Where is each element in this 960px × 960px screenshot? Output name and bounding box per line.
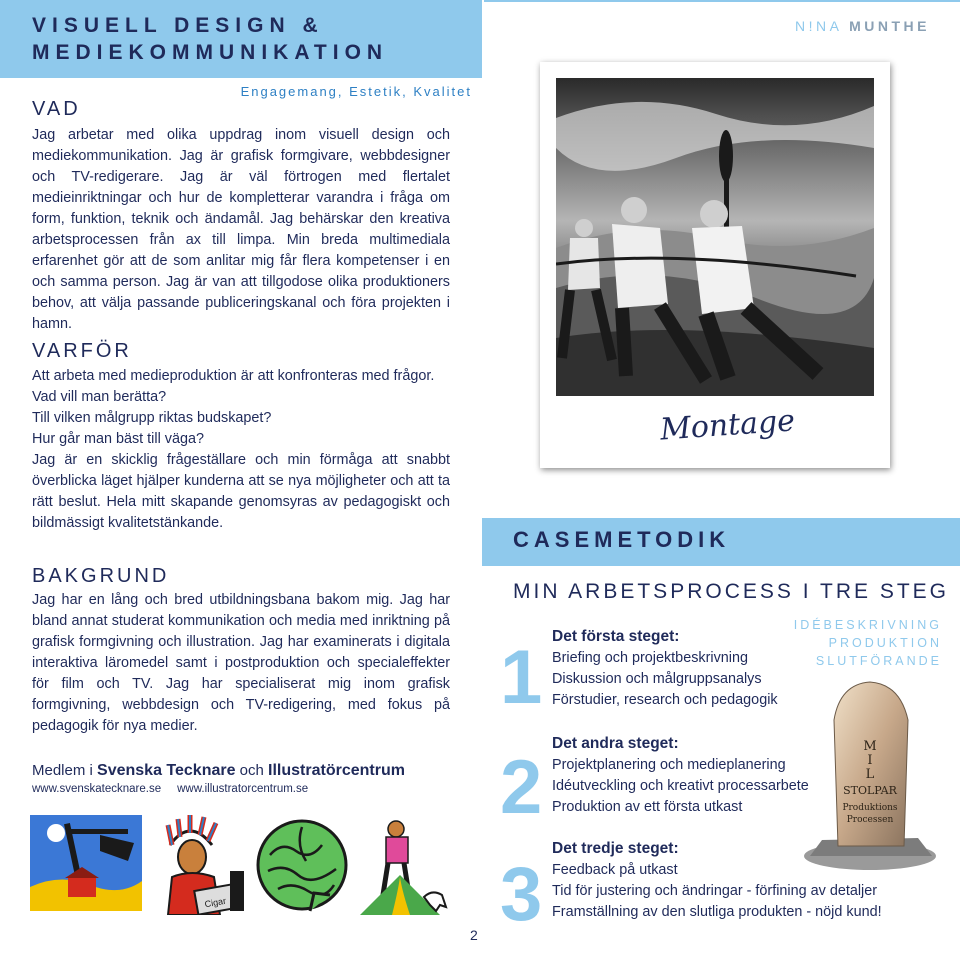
step-title-3: Det tredje steget: bbox=[552, 840, 679, 857]
step-item: Idéutveckling och kreativt processarbete bbox=[552, 778, 809, 794]
question-line: Vad vill man berätta? bbox=[32, 389, 167, 405]
brain-illustration bbox=[250, 815, 354, 915]
section-title-bakgrund: BAKGRUND bbox=[32, 565, 170, 587]
step-title-1: Det första steget: bbox=[552, 628, 680, 645]
walker-illustration bbox=[360, 815, 456, 915]
page-title-line1: VISUELL DESIGN & bbox=[32, 14, 324, 37]
process-title: MIN ARBETSPROCESS I TRE STEG bbox=[513, 580, 950, 603]
milestone-letter: L bbox=[865, 767, 875, 782]
member-org2: Illustratörcentrum bbox=[268, 762, 405, 779]
step-item: Förstudier, research och pedagogik bbox=[552, 692, 778, 708]
member-prefix: Medlem i bbox=[32, 762, 93, 779]
step-item: Projektplanering och medieplanering bbox=[552, 757, 786, 773]
cigar-box-label: Cigar bbox=[203, 895, 227, 910]
question-line: Hur går man bäst till väga? bbox=[32, 431, 204, 447]
step-number-1: 1 bbox=[500, 635, 543, 720]
milestone-letter: I bbox=[867, 753, 873, 768]
question-line: Till vilken målgrupp riktas budskapet? bbox=[32, 410, 272, 426]
step-item: Briefing och projektbeskrivning bbox=[552, 650, 748, 666]
step-title-2: Det andra steget: bbox=[552, 735, 679, 752]
section-lines-varfor bbox=[32, 366, 450, 534]
member-org1: Svenska Tecknare bbox=[97, 762, 236, 779]
page-number: 2 bbox=[470, 927, 478, 943]
member-and: och bbox=[239, 762, 264, 779]
membership-line bbox=[32, 762, 405, 780]
section-text-bakgrund: Jag har en lång och bred utbildningsbana bakom mig. Jag har bland annat studerat kommunikation och media med inriktning på grafisk formgivning och illustration. Jag har examinerats i digitala interaktiva läromedel samt i postproduktion och specialeffekter för film och TV. Jag har specialiserat mig inom grafisk formgivning, webbdesign och TV-redigering, med fokus på pedagogik för nya medier. bbox=[32, 592, 450, 734]
milestone-letter: M bbox=[863, 739, 877, 754]
phase-label: PRODUKTION bbox=[828, 636, 942, 650]
milestone-word: STOLPAR bbox=[843, 784, 897, 797]
step-item: Produktion av ett första utkast bbox=[552, 799, 743, 815]
landscape-illustration bbox=[30, 815, 142, 911]
step-item: Tid för justering och ändringar - förfining av detaljer bbox=[552, 883, 878, 899]
section-title-varfor: VARFÖR bbox=[32, 340, 132, 362]
link-illustratorcentrum[interactable]: www.illustratorcentrum.se bbox=[177, 783, 309, 795]
page-title-line2: MEDIEKOMMUNIKATION bbox=[32, 41, 389, 64]
photo-caption: Montage bbox=[658, 403, 797, 448]
step-item: Feedback på utkast bbox=[552, 862, 678, 878]
step-number-3: 3 bbox=[500, 852, 543, 937]
polaroid-photo bbox=[540, 62, 890, 468]
page-title bbox=[32, 12, 388, 66]
section-text-varfor: Jag är en skicklig frågeställare och min förmåga att snabbt överblicka läget hjälper kunderna att se nya möjligheter och att ta rätt beslut. Hela mitt skapande genomsyras av pedagogiskt och bildmässigt kvalitetstänkande. bbox=[32, 452, 450, 531]
author-name bbox=[795, 18, 930, 34]
author-first: N!NA bbox=[795, 18, 842, 34]
tagline: Engagemang, Estetik, Kvalitet bbox=[240, 84, 472, 99]
author-last: MUNTHE bbox=[849, 18, 930, 34]
milestone-word: Processen bbox=[846, 815, 894, 825]
step-item: Framställning av den slutliga produkten - nöjd kund! bbox=[552, 904, 882, 920]
phase-labels bbox=[794, 616, 942, 670]
milestone-word: Produktions bbox=[842, 803, 898, 813]
case-title: CASEMETODIK bbox=[513, 527, 731, 552]
link-svenskatecknare[interactable]: www.svenskatecknare.se bbox=[32, 783, 162, 795]
phase-label: IDÉBESKRIVNING bbox=[793, 618, 942, 632]
section-title-vad: VAD bbox=[32, 98, 81, 120]
member-links bbox=[32, 783, 308, 795]
question-line: Att arbeta med medieproduktion är att konfronteras med frågor. bbox=[32, 368, 435, 384]
section-text-vad: Jag arbetar med olika uppdrag inom visuell design och mediekommunikation. Jag är grafisk formgivare, webbdesigner och TV-redigerare. Jag är väl förtrogen med flertalet medieinriktningar och hur de kompletterar varandra i fråga om form, funktion, teknik och ändamål. Jag behärskar den kreativa arbetsprocessen från ax till limpa. Min breda multimediala erfarenhet gör att de som anlitar mig får flera kompetenser i en och samma person. Jag är van att tillgodose olika produktioners behov, att välja passande publiceringskanal och föra projekten i hamn. bbox=[32, 127, 450, 332]
step-item: Diskussion och målgruppsanalys bbox=[552, 671, 762, 687]
chief-illustration bbox=[150, 815, 250, 915]
step-number-2: 2 bbox=[500, 745, 543, 830]
phase-label: SLUTFÖRANDE bbox=[815, 654, 942, 668]
tug-of-war-photo bbox=[556, 78, 874, 396]
milestone-stone bbox=[800, 670, 940, 870]
